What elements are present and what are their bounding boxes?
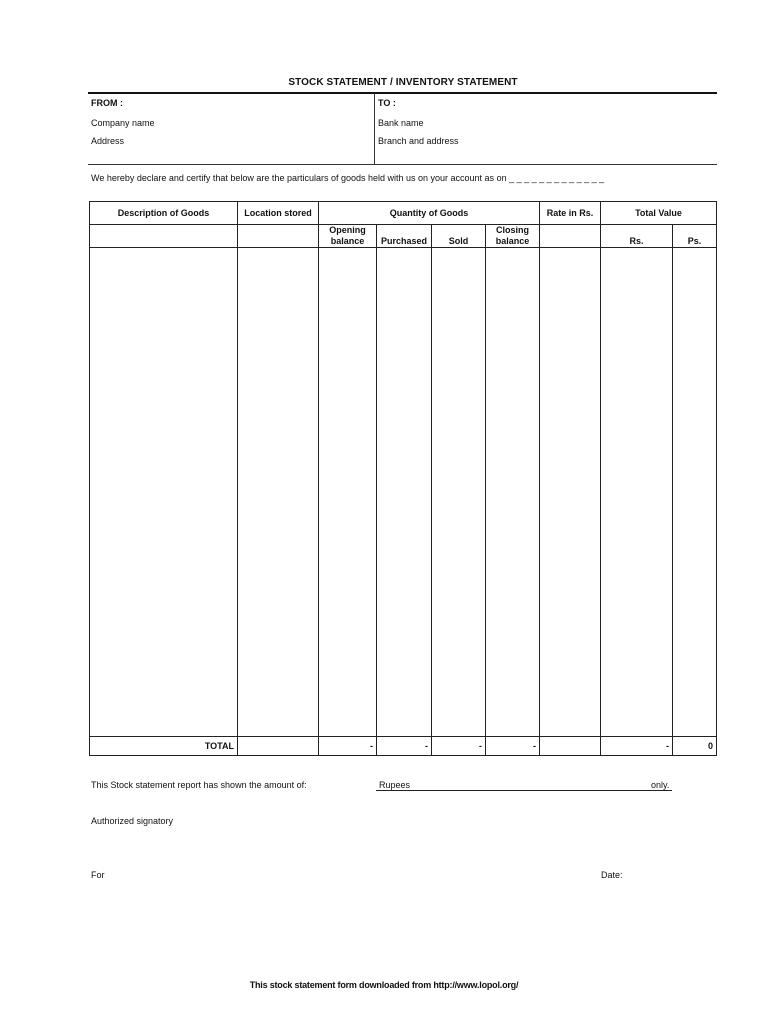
branch-address-label: Branch and address [378, 136, 459, 146]
header-quantity-group: Quantity of Goods [319, 202, 540, 225]
only-label: only. [651, 780, 670, 790]
total-rate [540, 737, 601, 756]
address-label: Address [91, 136, 125, 146]
rupees-amount-line[interactable] [376, 790, 672, 791]
header-total-value-group: Total Value [601, 202, 717, 225]
cell-purchased[interactable] [377, 248, 432, 737]
header-location: Location stored [238, 202, 319, 225]
cell-ps[interactable] [673, 248, 717, 737]
header-row-2 [90, 225, 717, 248]
footer-source-text: This stock statement form downloaded from http://www.lopol.org/ [249, 980, 519, 990]
total-sold: - [432, 737, 486, 756]
address-section-divider [88, 164, 717, 165]
declaration-text: We hereby declare and certify that below are the particulars of goods held with us on your account as on _ _ _ _ _ _ _ _ _ _ _ _ _ [91, 173, 605, 183]
bank-name-label: Bank name [378, 118, 424, 128]
cell-opening-balance[interactable] [319, 248, 377, 737]
header-opening-balance: Opening balance [319, 225, 377, 248]
total-purchased: - [377, 737, 432, 756]
amount-statement-text: This Stock statement report has shown the amount of: [91, 780, 307, 790]
cell-rate[interactable] [540, 248, 601, 737]
header-sold: Sold [432, 225, 486, 248]
from-to-divider [374, 93, 375, 164]
header-ps: Ps. [673, 225, 717, 248]
company-name-label: Company name [91, 118, 155, 128]
authorized-signatory-label: Authorized signatory [91, 816, 174, 826]
from-heading: FROM : [91, 98, 123, 108]
header-rs: Rs. [601, 225, 673, 248]
cell-rs[interactable] [601, 248, 673, 737]
header-rate: Rate in Rs. [540, 202, 601, 225]
total-ps: 0 [673, 737, 717, 756]
total-location [238, 737, 319, 756]
date-label: Date: [601, 870, 623, 880]
header-row-1 [90, 202, 717, 225]
header-purchased: Purchased [377, 225, 432, 248]
total-label: TOTAL [90, 737, 238, 756]
table-body-rows [90, 248, 717, 737]
cell-location[interactable] [238, 248, 319, 737]
cell-sold[interactable] [432, 248, 486, 737]
total-row [90, 737, 717, 756]
cell-closing-balance[interactable] [486, 248, 540, 737]
total-opening-balance: - [319, 737, 377, 756]
title-divider [88, 92, 717, 94]
header-description-blank [90, 225, 238, 248]
total-rs: - [601, 737, 673, 756]
header-description: Description of Goods [90, 202, 238, 225]
to-heading: TO : [378, 98, 396, 108]
for-label: For [91, 870, 105, 880]
header-closing-balance: Closing balance [486, 225, 540, 248]
cell-description[interactable] [90, 248, 238, 737]
total-closing-balance: - [486, 737, 540, 756]
header-location-blank [238, 225, 319, 248]
header-rate-blank [540, 225, 601, 248]
rupees-label: Rupees [379, 780, 411, 790]
stock-table [89, 201, 717, 756]
page-title: STOCK STATEMENT / INVENTORY STATEMENT [288, 77, 518, 88]
